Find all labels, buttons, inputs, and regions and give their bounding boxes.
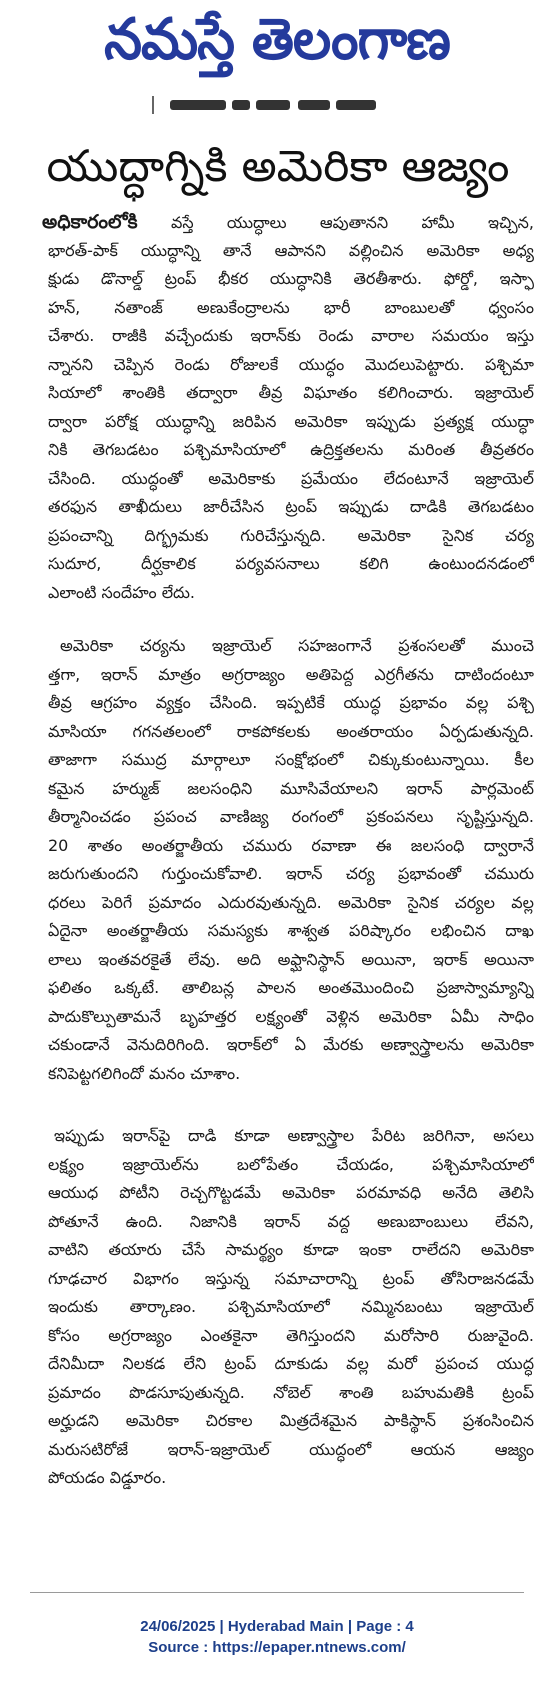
- text-line: పాదుకొల్పుతామనే బృహత్తర లక్ష్యంతో వెళ్లిన అమెరికా ఏమీ సాధిం: [48, 1006, 534, 1026]
- text-line: తాజాగా సముద్ర మార్గాలూ సంక్షోభంలో చిక్కుకుంటున్నాయి. కీల: [48, 750, 534, 769]
- text-line: గూఢచార విభాగం ఇస్తున్న సమాచారాన్ని ట్రంప్ తోసిరాజనడమే: [48, 1268, 534, 1288]
- line-text: వస్తే యుద్ధాలు ఆపుతానని హామీ ఇచ్చిన,: [170, 213, 534, 232]
- text-line: ఏదైనా అంతర్జాతీయ సమస్యకు శాశ్వత పరిష్కారం లభించిన దాఖ: [48, 921, 534, 940]
- text-line: ఎలాంటి సందేహం లేదు.: [48, 582, 195, 602]
- text-line: కమైన హర్ముజ్ జలసంధిని మూసివేయాలని ఇరాన్ పార్లమెంట్: [48, 778, 534, 798]
- text-line: అర్హుడని అమెరికా చిరకాల మిత్రదేశమైన పాకిస్థాన్ ప్రశంసించిన: [48, 1411, 534, 1430]
- masthead-logo: నమస్తే తెలంగాణ: [104, 5, 450, 72]
- text-line: [42, 208, 534, 236]
- text-line: మాసియా గగనతలంలో రాకపోకలకు అంతరాయం ఏర్పడుతున్నది.: [48, 721, 534, 741]
- text-line: దేనిమీదా నిలకడ లేని ట్రంప్ దూకుడు వల్ల మరో ప్రపంచ యుద్ధ: [48, 1354, 534, 1373]
- text-line: హన్, నతాంజ్ అణుకేంద్రాలను భారీ బాంబులతో ధ్వంసం: [48, 297, 534, 317]
- text-line: లక్ష్యం ఇజ్రాయెల్‌ను బలోపేతం చేయడం, పశ్చిమాసియాలో: [48, 1154, 534, 1174]
- text-line: ఆయుధ పోటీని రెచ్చగొట్టడమే అమెరికా పరమావధి అనేది తెలిసి: [48, 1183, 534, 1202]
- text-line: ద్వారా పరోక్ష యుద్ధాన్ని జరిపిన అమెరికా ఇప్పుడు ప్రత్యక్ష యుద్ధా: [48, 411, 534, 431]
- strip-divider: [152, 96, 154, 114]
- strip-mark: [336, 100, 376, 110]
- text-line: జరుగుతుందని గుర్తుంచుకోవాలి. ఇరాన్ చర్య ప్రభావంతో చమురు: [48, 864, 534, 883]
- text-line: ఇందుకు తార్కాణం. పశ్చిమాసియాలో నమ్మినబంటు ఇజ్రాయెల్: [48, 1297, 534, 1316]
- text-line: తరఫున తాఖీదులు జారీచేసిన ట్రంప్ ఇప్పుడు దాడికి తెగబడటం: [48, 497, 534, 516]
- lead-word: అధికారంలోకి: [42, 211, 138, 233]
- text-line: లాలు ఇంతవరకైతే లేవు. అది అఫ్ఘానిస్థాన్ అయినా, ఇరాక్ అయినా: [48, 949, 534, 969]
- text-line: అమెరికా చర్యను ఇజ్రాయెల్ సహజంగానే ప్రశంసలతో ముంచె: [60, 636, 534, 655]
- text-line: సియాలో శాంతికి తద్వారా తీవ్ర విఘాతం కలిగించారు. ఇజ్రాయెల్: [48, 383, 534, 402]
- text-line: న్నానని చెప్పిన రెండు రోజులకే యుద్ధం మొదలుపెట్టారు. పశ్చిమా: [48, 354, 534, 374]
- text-line: ప్రపంచాన్ని దిగ్భ్రమకు గురిచేస్తున్నది. అమెరికా సైనిక చర్య: [48, 525, 534, 545]
- strip-mark: [256, 100, 290, 110]
- article-headline: యుద్ధాగ్నికి అమెరికా ఆజ్యం: [46, 141, 510, 192]
- text-line: భారత్-పాక్ యుద్ధాన్ని తానే ఆపానని వల్లించిన అమెరికా అధ్య: [48, 240, 534, 260]
- text-line: కనిపెట్టగలిగిందో మనం చూశాం.: [48, 1063, 241, 1083]
- strip-mark: [298, 100, 330, 110]
- text-line: పోయడం విడ్డూరం.: [48, 1468, 167, 1487]
- text-line: నికి తెగబడటం పశ్చిమాసియాలో ఉద్రిక్తతలను మరింత తీవ్రతరం: [48, 440, 534, 459]
- text-line: క్షుడు డొనాల్డ్ ట్రంప్ భీకర యుద్ధానికి తెరతీశారు. ఫోర్డో, ఇస్ఫా: [48, 269, 534, 288]
- text-line: చకుండానే వెనుదిరిగింది. ఇరాక్‌లో ఏ మేరకు అణ్వాస్త్రాలను అమెరికా: [48, 1035, 534, 1054]
- text-line: కోసం అగ్రరాజ్యం ఎంతకైనా తెగిస్తుందని మరోసారి రుజువైంది.: [48, 1325, 534, 1345]
- footer-dateline: 24/06/2025 | Hyderabad Main | Page : 4: [140, 1618, 414, 1635]
- text-line: ఇప్పుడు ఇరాన్‌పై దాడి కూడా అణ్వాస్త్రాల పేరిట జరిగినా, అసలు: [54, 1126, 534, 1145]
- text-line: సుదూర, దీర్ఘకాలిక పర్యవసనాలు కలిగి ఉంటుందనడంలో: [48, 554, 534, 573]
- text-line: చేశారు. రాజీకి వచ్చేందుకు ఇరాన్‌కు రెండు వారాల సమయం ఇస్తు: [48, 326, 534, 345]
- text-line: చేసింది. యుద్ధంతో అమెరికాకు ప్రమేయం లేదంటూనే ఇజ్రాయెల్: [48, 468, 534, 488]
- text-line: పోతూనే ఉంది. నిజానికి ఇరాన్ వద్ద అణుబాంబులు లేవని,: [48, 1211, 534, 1231]
- text-line: త్తగా, ఇరాన్ మాత్రం అగ్రరాజ్యం అతిపెద్ద ఎర్రగీతను దాటిందంటూ: [48, 664, 534, 684]
- text-line: ఫలితం ఒక్కటే. తాలిబన్ల పాలన అంతమొందించి ప్రజాస్వామ్యాన్ని: [48, 978, 534, 997]
- text-line: వాటిని తయారు చేసే సామర్థ్యం కూడా ఇంకా రాలేదని అమెరికా: [48, 1240, 534, 1259]
- text-line: 20 శాతం అంతర్జాతీయ చమురు రవాణా ఈ జలసంధి ద్వారానే: [48, 835, 534, 855]
- text-line: తీవ్ర ఆగ్రహం వ్యక్తం చేసింది. ఇప్పటికే యుద్ధ ప్రభావం వల్ల పశ్చి: [48, 693, 534, 712]
- strip-mark: [232, 100, 250, 110]
- masthead: [0, 6, 554, 86]
- footer-divider: [30, 1592, 524, 1593]
- text-line: ధరలు పెరిగే ప్రమాదం ఎదురవుతున్నది. అమెరికా సైనిక చర్యల వల్ల: [48, 892, 534, 912]
- masthead-subtitle-strip: [152, 96, 390, 114]
- footer-source: Source : https://epaper.ntnews.com/: [148, 1639, 406, 1656]
- text-line: ప్రమాదం పొడసూపుతున్నది. నోబెల్ శాంతి బహుమతికి ట్రంప్: [48, 1382, 534, 1402]
- text-line: మరుసటిరోజే ఇరాన్-ఇజ్రాయెల్ యుద్ధంలో ఆయన ఆజ్యం: [48, 1439, 534, 1459]
- text-line: తీర్మానించడం ప్రపంచ వాణిజ్య రంగంలో ప్రకంపనలు సృష్టిస్తున్నది.: [48, 807, 534, 826]
- strip-mark: [170, 100, 226, 110]
